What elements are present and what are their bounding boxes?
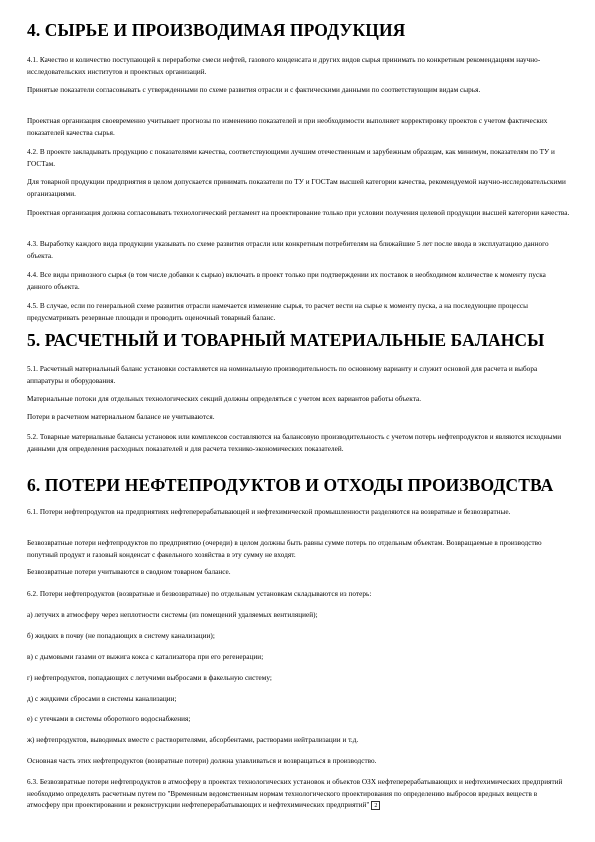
section-6 bbox=[27, 475, 571, 496]
paragraph: Проектная организация своевременно учитывает прогнозы по изменению показателей и при необходимости выполняет корректировку проектов с учетом фактических показателей качества сырья. bbox=[27, 117, 548, 137]
paragraph: Безвозвратные потери нефтепродуктов по предприятию (очереди) в целом должны быть равны сумме потерь по отдельным объектам. Возвращаемые в производство попутный продукт и газовый конденсат с факельного хозяйства в эту сумму не входят. bbox=[27, 539, 542, 559]
list-item: г) нефтепродуктов, попадающих с летучими выбросами в факельную систему; bbox=[27, 674, 272, 682]
paragraph: 4.1. Качество и количество поступающей к переработке смеси нефтей, газового конденсата и других видов сырья принимать по конкретным рекомендациям научно-исследовательских институтов и проектных организаций. bbox=[27, 56, 541, 76]
paragraph: 4.5. В случае, если по генеральной схеме развития отрасли намечается изменение сырья, то расчет вести на сырье к моменту пуска, а на последующие процессы предусматривать резервные площади и проводить оценочный товарный баланс. bbox=[27, 302, 529, 322]
section-5-title: 5. РАСЧЕТНЫЙ И ТОВАРНЫЙ МАТЕРИАЛЬНЫЕ БАЛАНСЫ bbox=[27, 330, 545, 350]
paragraph: Безвозвратные потери учитываются в сводном товарном балансе. bbox=[27, 568, 231, 576]
paragraph: 5.1. Расчетный материальный баланс установки составляется на номинальную производительность по основному варианту и служит основой для расчета и выбора аппаратуры и оборудования. bbox=[27, 365, 538, 385]
paragraph: Проектная организация должна согласовывать технологический регламент на проектирование только при условии получения целевой продукции высшей категории качества. bbox=[27, 209, 570, 217]
section-5 bbox=[27, 330, 571, 351]
section-4-title: 4. СЫРЬЕ И ПРОИЗВОДИМАЯ ПРОДУКЦИЯ bbox=[27, 20, 406, 40]
list-item: а) летучих в атмосферу через неплотности системы (из помещений удаляемых вентиляцией); bbox=[27, 611, 318, 619]
paragraph: Основная часть этих нефтепродуктов (возвратные потери) должна улавливаться и возвращаться в производство. bbox=[27, 757, 377, 765]
paragraph: Для товарной продукции предприятия в целом допускается принимать показатели по ТУ и ГОСТам высшей категории качества, рекомендуемой научно-исследовательскими организациями. bbox=[27, 178, 566, 198]
section-6-title: 6. ПОТЕРИ НЕФТЕПРОДУКТОВ И ОТХОДЫ ПРОИЗВОДСТВА bbox=[27, 475, 554, 495]
paragraph-text: 6.3. Безвозвратные потери нефтепродуктов в атмосферу в проектах технологических установок и объектов ОЗХ нефтеперерабатывающих и нефтехимических предприятий необходимо определять расчетным путем по "Временным ведомственным нормам технологического проектирования по определению выбросов вредных веществ в атмосферу при проектировании и реконструкции нефтеперерабатывающих и нефтехимических предприятий" bbox=[27, 778, 563, 809]
paragraph: 4.3. Выработку каждого вида продукции указывать по схеме развития отрасли или конкретным потребителям на ближайшие 5 лет после ввода в эксплуатацию данного объекта. bbox=[27, 240, 549, 260]
paragraph: 4.2. В проекте закладывать продукцию с показателями качества, соответствующими лучшим отечественным и зарубежным образцам, как минимум, показателям по ТУ и ГОСТам. bbox=[27, 148, 555, 168]
list-item: е) с утечками в системы оборотного водоснабжения; bbox=[27, 715, 191, 723]
footnote-link[interactable]: 2 bbox=[371, 801, 380, 810]
paragraph: 5.2. Товарные материальные балансы установок или комплексов составляются на балансовую производительность с учетом потерь нефтепродуктов и являются исходными данными для определения расходных показателей и для расчета технико-экономических показателей. bbox=[27, 433, 562, 453]
paragraph bbox=[27, 777, 571, 812]
paragraph: Потери в расчетном материальном балансе не учитываются. bbox=[27, 413, 215, 421]
section-4 bbox=[27, 20, 571, 41]
list-item: д) с жидкими сбросами в системы канализации; bbox=[27, 695, 177, 703]
paragraph: Принятые показатели согласовывать с утвержденными по схеме развития отрасли и с фактическими данными по соответствующим видам сырья. bbox=[27, 86, 481, 94]
paragraph: 6.2. Потери нефтепродуктов (возвратные и безвозвратные) по отдельным установкам складываются из потерь: bbox=[27, 590, 372, 598]
paragraph: Материальные потоки для отдельных технологических секций должны определяться с учетом всех вариантов работы объекта. bbox=[27, 395, 422, 403]
paragraph: 6.1. Потери нефтепродуктов на предприятиях нефтеперерабатывающей и нефтехимической промышленности разделяются на возвратные и безвозвратные. bbox=[27, 508, 511, 516]
list-item: ж) нефтепродуктов, выводимых вместе с растворителями, абсорбентами, растворами нейтрализации и т.д. bbox=[27, 736, 359, 744]
list-item: в) с дымовыми газами от выжига кокса с катализатора при его регенерации; bbox=[27, 653, 264, 661]
list-item: б) жидких в почву (не попадающих в систему канализации); bbox=[27, 632, 215, 640]
paragraph: 4.4. Все виды привозного сырья (в том числе добавки к сырью) включать в проект только при подтверждении их поставок в необходимом количестве к моменту пуска данного объекта. bbox=[27, 271, 546, 291]
